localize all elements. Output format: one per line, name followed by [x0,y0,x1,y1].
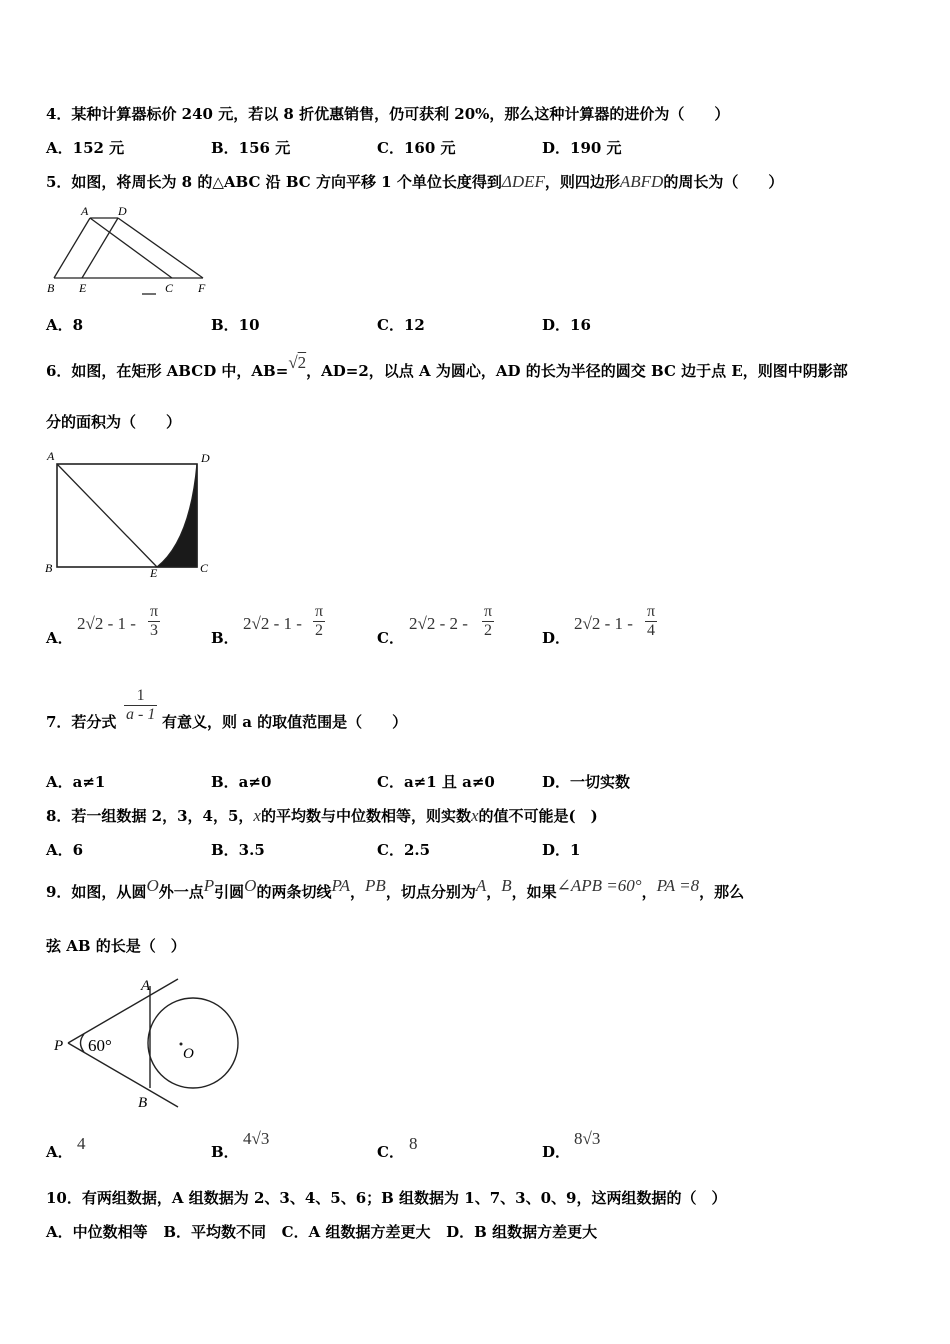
q6-shaded-region [157,464,197,567]
q4-option-b: B．156 元 [211,139,291,157]
q6-option-a-num: π [150,603,159,620]
q6-label-b: B [45,561,53,575]
q9-t1: 9．如图，从圆 [46,883,147,901]
q5-text-after: 的周长为（ ） [663,173,784,191]
q10-option-c: C．A 组数据方差更大 [281,1223,431,1241]
q5-option-b: B．10 [211,316,260,334]
q5-figure [44,203,219,298]
q8-text-b: 的平均数与中位数相等，则实数 [260,807,471,825]
q5-label-c: C [165,281,174,295]
q6-option-b-num: π [315,603,324,620]
q9-angle-arc [81,1034,85,1052]
q10-text: 10．有两组数据，A 组数据为 2、3、4、5、6；B 组数据为 1、7、3、0、9，这两组数据的（ ） [46,1189,727,1207]
q6-label-a: A [47,449,55,463]
q4-option-d: D．190 元 [542,139,622,157]
q5-seg-ab [54,218,90,278]
q6-option-a-expr: 2√2 - 1 - [77,614,136,633]
q6-option-d-den: 4 [647,622,656,639]
q9-t7: ，那么 [699,883,745,901]
q6-label-d: D [201,451,210,465]
q8-option-c: C．2.5 [377,841,431,859]
q6-option-b-frac [313,603,325,640]
q5-option-c: C．12 [377,316,425,334]
q6-seg-ae [57,464,157,567]
q9-m-a: A [475,876,487,895]
q6-option-b-letter: B． [211,629,239,647]
q9-label-o: O [183,1046,194,1062]
q8-option-b: B．3.5 [211,841,265,859]
q9-option-c-val: 8 [409,1134,418,1153]
q6-text-a: 6．如图，在矩形 ABCD 中，AB= [46,362,289,380]
q8-var-x2: x [470,806,479,825]
q9-t4: 的两条切线 [256,883,332,901]
q10-option-b: B．平均数不同 [163,1223,266,1241]
q6-option-c-frac [482,603,494,640]
q9-m-pb: PB [365,876,386,895]
q9-figure [50,972,250,1117]
q9-option-b-letter: B． [211,1143,239,1161]
q4-option-c: C．160 元 [377,139,456,157]
q5-text-mid: ，则四边形 [544,173,620,191]
q5-label-e: E [79,281,87,295]
q6-option-a-letter: A． [46,629,73,647]
q6-option-a-frac [148,603,160,640]
q6-figure [44,446,224,581]
q6-option-c-expr: 2√2 - 2 - [409,614,468,633]
q9-option-a-val: 4 [77,1134,86,1153]
q9-option-a-letter: A． [46,1143,73,1161]
q6-option-d-expr: 2√2 - 1 - [574,614,633,633]
q5-math-def: ΔDEF [501,172,545,191]
q6-option-d-num: π [647,603,656,620]
q5-label-a: A [81,204,89,218]
q10-option-d: D．B 组数据方差更大 [446,1223,598,1241]
q5-seg-de [82,218,118,278]
q7-option-d: D．一切实数 [542,773,631,791]
q8-text-c: 的值不可能是( ) [478,807,598,825]
q7-frac-num: 1 [124,687,157,706]
q8-var-x: x [253,806,261,825]
q6-sqrt-value: 2 [297,353,307,372]
q5-math-abfd: ABFD [619,172,664,191]
q6-option-d-frac [645,603,657,640]
q8-option-a: A．6 [46,841,84,859]
q6-text-line2: 分的面积为（ ） [46,413,182,431]
q8-option-d: D．1 [542,841,581,859]
q9-option-c-letter: C． [377,1143,404,1161]
q9-t6: ，如果 [511,883,557,901]
q9-label-a: A [141,978,151,994]
q9-label-b: B [138,1095,148,1111]
q9-label-angle: 60° [88,1036,112,1055]
q9-m-o2: O [244,876,257,895]
q5-text-before: 5．如图，将周长为 8 的△ABC 沿 BC 方向平移 1 个单位长度得到 [46,173,502,191]
q5-label-f: F [198,281,206,295]
q6-option-d-letter: D． [542,629,571,647]
q8-text [46,805,598,826]
q5-option-a: A．8 [46,316,84,334]
q4-option-a: A．152 元 [46,139,125,157]
q7-text-a: 7．若分式 [46,713,117,731]
q9-sep1: ， [350,883,366,901]
q9-option-d-val: 8√3 [574,1129,601,1148]
q6-option-c-num: π [484,603,493,620]
q9-m-b: B [501,876,512,895]
q5-text [46,171,783,192]
q7-option-c: C．a≠1 且 a≠0 [377,773,495,791]
q7-text-b: 有意义，则 a 的取值范围是（ ） [162,713,408,731]
q6-label-c: C [200,561,209,575]
q9-text-line2: 弦 AB 的长是（ ） [46,937,186,955]
q7-option-a: A．a≠1 [46,773,106,791]
q6-label-e: E [150,566,158,580]
q9-t3: 引圆 [214,883,245,901]
q9-sep2: ， [486,883,502,901]
q6-option-b-den: 2 [315,622,324,639]
q9-sep3: ， [641,883,657,901]
q8-text-a: 8．若一组数据 2，3，4，5， [46,807,254,825]
q9-m-angle: ∠APB =60° [556,876,642,895]
q6-option-b-expr: 2√2 - 1 - [243,614,302,633]
q6-text [46,353,848,381]
q6-option-a-den: 3 [150,622,159,639]
q9-label-p: P [54,1038,64,1054]
q9-m-p: P [203,876,215,895]
q9-circle [148,998,238,1088]
q9-t2: 外一点 [158,883,204,901]
q10-options [46,1221,597,1242]
q6-text-b: ，AD=2，以点 A 为圆心，AD 的长为半径的圆交 BC 边于点 E，则图中阴影部 [306,362,848,380]
q10-option-a: A．中位数相等 [46,1223,148,1241]
q7-fraction [124,687,157,724]
q4-text: 4．某种计算器标价 240 元，若以 8 折优惠销售，仍可获利 20%，那么这种计算器的进价为（ ） [46,105,730,123]
q5-option-d: D．16 [542,316,591,334]
q6-option-c-letter: C． [377,629,404,647]
q7-option-b: B．a≠0 [211,773,272,791]
q9-m-o: O [146,876,159,895]
q9-m-pa: PA [331,876,351,895]
q9-m-pa8: PA =8 [656,876,700,895]
q9-option-b-val: 4√3 [243,1129,270,1148]
q9-option-d-letter: D． [542,1143,571,1161]
q5-label-d: D [118,204,127,218]
q5-label-b: B [47,281,55,295]
q9-t5: ，切点分别为 [385,883,476,901]
q9-text [46,876,745,902]
q6-option-c-den: 2 [484,622,493,639]
q6-sqrt: √2 [288,353,307,372]
q7-frac-den: a - 1 [126,706,156,723]
